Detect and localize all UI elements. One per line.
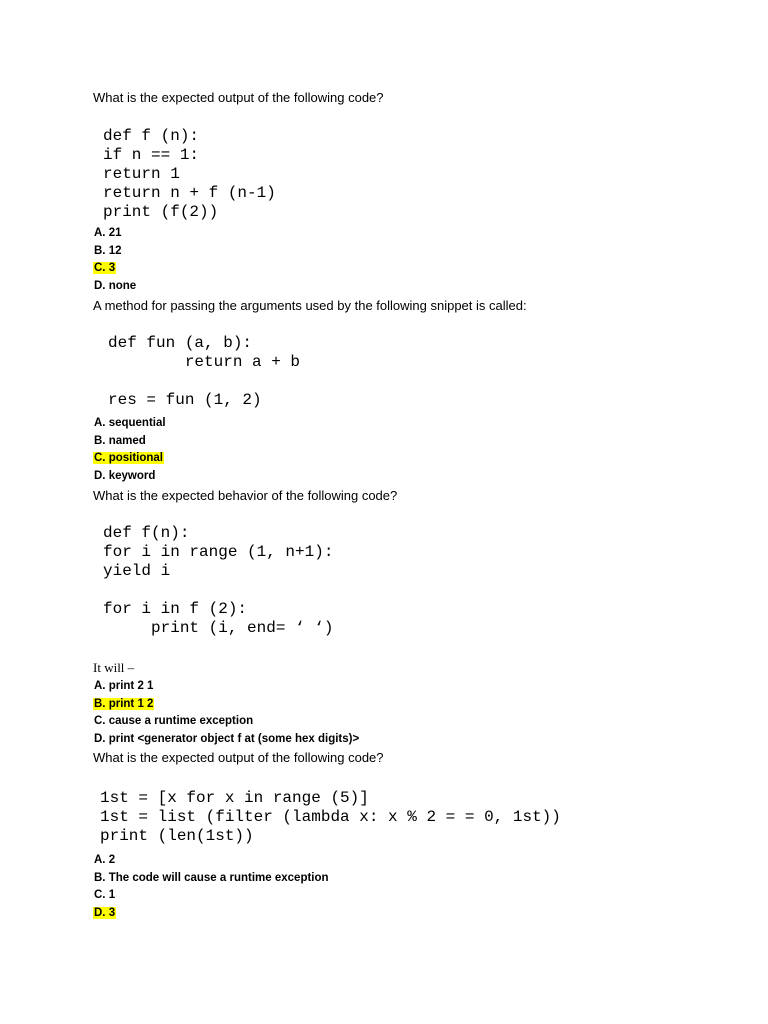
code-line: for i in f (2): [103,600,248,618]
option-b: B. named [94,434,146,447]
code-line: print (f(2)) [103,203,219,221]
question-4-prompt: What is the expected output of the following code? [93,750,384,765]
question-4-code [100,789,561,846]
code-line: return n + f (n-1) [103,184,276,202]
option-c-correct-answer: C. positional [94,452,163,464]
question-2-prompt: A method for passing the arguments used by the following snippet is called: [93,298,527,313]
option-a: A. print 2 1 [94,680,154,692]
option-a: A. 21 [94,227,122,239]
option-d: D. print <generator object f at (some hex digits)> [94,732,360,745]
code-line: yield i [103,562,171,580]
option-d: D. keyword [94,469,156,482]
question-1-code [103,127,276,222]
option-b: B. The code will cause a runtime exception [94,871,329,884]
option-c: C. 1 [94,889,116,901]
option-d: D. none [94,279,137,292]
code-line: return a + b [108,353,301,371]
code-line: def f(n): [103,524,190,542]
option-c: C. cause a runtime exception [94,715,254,727]
option-b-correct-answer: B. print 1 2 [94,697,154,710]
code-line: def fun (a, b): [108,334,253,352]
option-a: A. 2 [94,854,116,866]
question-4-options [93,852,330,922]
question-1-options [93,225,137,295]
option-c-correct-answer: C. 3 [94,262,116,274]
code-line: if n == 1: [103,146,200,164]
code-line: 1st = list (filter (lambda x: x % 2 = = 0, 1st)) [100,808,561,826]
question-1-prompt: What is the expected output of the following code? [93,90,384,105]
question-3-intro: It will – [93,660,135,675]
question-3-prompt: What is the expected behavior of the following code? [93,488,398,503]
option-a: A. sequential [94,417,166,429]
question-2-options [93,415,167,485]
code-line: res = fun (1, 2) [108,391,262,409]
code-line: for i in range (1, n+1): [103,543,334,561]
code-line: def f (n): [103,127,200,145]
code-line: print (len(1st)) [100,827,254,845]
code-line: return 1 [103,165,180,183]
code-line: 1st = [x for x in range (5)] [100,789,369,807]
question-2-code [108,334,300,410]
question-3-code [103,524,333,638]
question-3-options [93,678,360,748]
option-d-correct-answer: D. 3 [94,906,116,919]
code-line: print (i, end= ‘ ‘) [103,619,334,637]
option-b: B. 12 [94,244,122,257]
